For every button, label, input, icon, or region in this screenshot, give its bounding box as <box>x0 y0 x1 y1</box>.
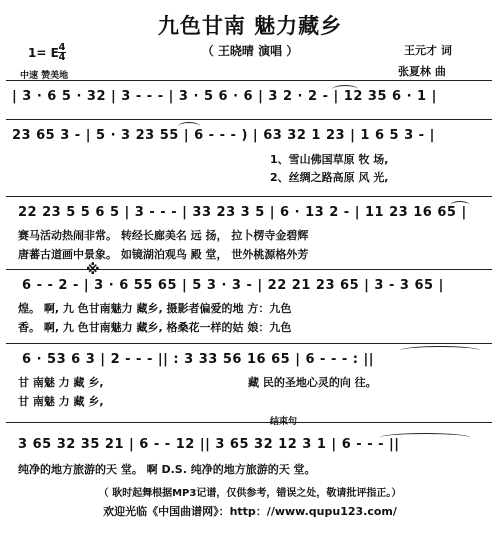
bracket-rule-row6 <box>6 422 492 423</box>
bracket-rule-row3 <box>6 196 492 197</box>
transcription-note: （ 耿时起舞根据MP3记谱，仅供参考，错误之处，敬请批评指正。） <box>98 488 402 499</box>
staff-row-6: 3 65 32 35 21 | 6 - - 12 || 3 65 32 12 3 1 | 6 - - - || <box>18 437 400 452</box>
site-credit: 欢迎光临《中国曲谱网》：http：//www.qupu123.com/ <box>103 505 397 518</box>
staff-row-1: | 3 · 6 5 · 32 | 3 - - - | 3 · 5 6 · 6 | 3 2 · 2 - | 12 35 6 · 1 | <box>12 89 437 104</box>
singer-line: （ 王晓晴 演唱 ） <box>201 44 299 58</box>
slur-arc <box>450 201 470 210</box>
time-bottom: 4 <box>58 52 66 63</box>
song-title: 九色甘南 魅力藏乡 <box>157 14 343 38</box>
bracket-rule-row1 <box>6 80 492 81</box>
lyricist-credit: 王元才 词 <box>404 44 452 57</box>
lyric-line-3b: 唐蕃古道画中景象。 如镜湖泊观鸟 殿 堂， 世外桃源格外芳 <box>18 248 309 261</box>
staff-row-4: 6 - - 2 - | 3 · 6 55 65 | 5 3 · 3 - | 22 21 23 65 | 3 - 3 65 | <box>22 278 444 293</box>
bracket-rule-row4 <box>6 269 492 270</box>
time-signature <box>58 43 66 62</box>
ending-label: 结束句 <box>270 417 298 427</box>
segno-mark: ※ <box>86 262 100 278</box>
lyric-line-3a: 赛马活动热闹非常。 转经长廊美名 远 扬， 拉卜楞寺金碧辉 <box>18 229 309 242</box>
slur-arc <box>178 122 200 131</box>
key-signature: 1= E <box>28 46 59 60</box>
slur-arc <box>380 433 470 442</box>
lyric-line-1: 1、雪山佛国草原 牧 场, <box>270 153 389 166</box>
time-top: 4 <box>58 42 66 53</box>
slur-arc <box>332 85 358 94</box>
staff-row-2: 23 65 3 - | 5 · 3 23 55 | 6 - - - ) | 63 32 1 23 | 1 6 5 3 - | <box>12 128 435 143</box>
lyric-line-5b: 甘 南魅 力 藏 乡, <box>18 395 104 408</box>
lyric-line-5a: 甘 南魅 力 藏 乡, <box>18 376 104 389</box>
composer-credit: 张夏林 曲 <box>398 65 446 78</box>
lyric-line-6: 纯净的地方旅游的天 堂。 啊 D.S. 纯净的地方旅游的天 堂。 <box>18 463 316 476</box>
bracket-rule-row2 <box>6 119 492 120</box>
lyric-line-4b: 香。 啊, 九 色甘南魅力 藏乡, 格桑花一样的姑 娘：九色 <box>18 321 292 334</box>
staff-row-5: 6 · 53 6 3 | 2 - - - || : 3 33 56 16 65 | 6 - - - : || <box>22 352 375 367</box>
bracket-rule-row5 <box>6 343 492 344</box>
staff-row-3: 22 23 5 5 6 5 | 3 - - - | 33 23 3 5 | 6 · 13 2 - | 11 23 16 65 | <box>18 205 467 220</box>
lyric-line-2: 2、丝绸之路高原 风 光, <box>270 171 389 184</box>
slur-arc <box>400 346 480 355</box>
lyric-line-5c: 藏 民的圣地心灵的向 往。 <box>248 376 377 389</box>
tempo-marking: 中速 赞美地 <box>20 71 69 81</box>
lyric-line-4a: 煌。 啊, 九 色甘南魅力 藏乡, 摄影者偏爱的地 方：九色 <box>18 302 292 315</box>
